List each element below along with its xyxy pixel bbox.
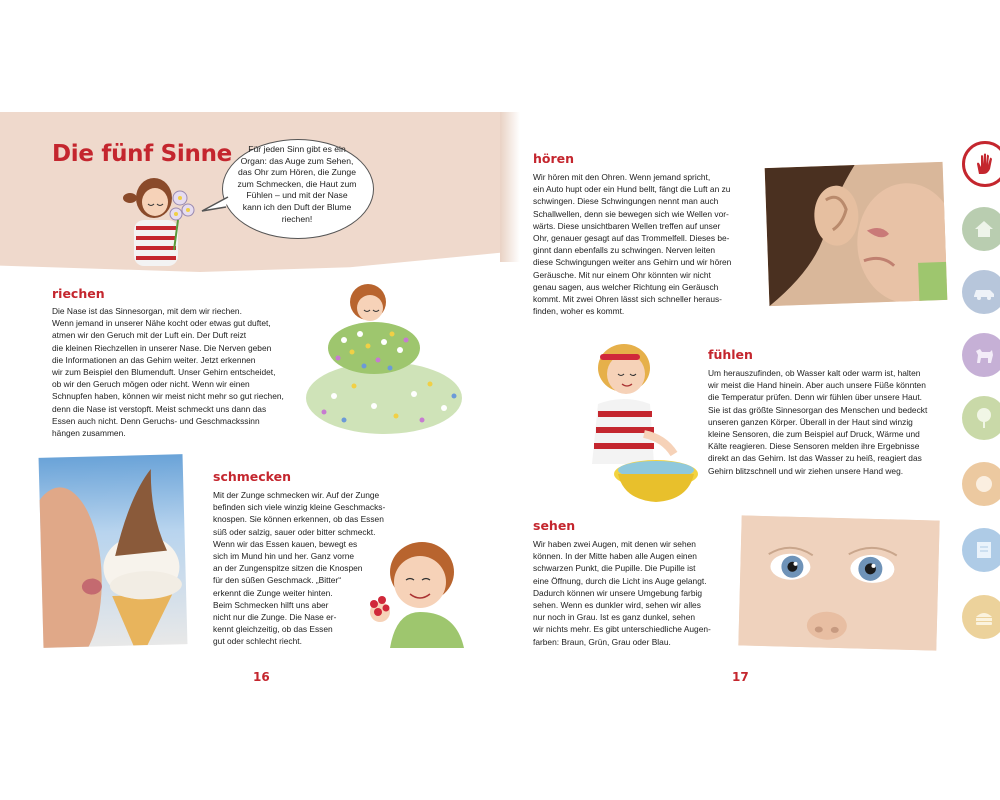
- girl-flowers-illustration: [118, 170, 208, 270]
- girl-water-bowl-illustration: [584, 334, 700, 506]
- text-schmecken: Mit der Zunge schmecken wir. Auf der Zunge befinden sich viele winzig kleine Geschmacks- knospen. Sie können erkennen, ob das Essen süß oder salzig, sauer oder bitter schmeckt. Wenn wir das Essen kauen, bewegt es sich im Mund hin und her. Ganz vorne an der Zungenspitze sitzen die Knospen für den süßen Geschmack. „Bitter“ erkennt die Zunge weiter hinten. Beim Schmecken hilft uns aber nicht nur die Zunge. Die Nase er- kennt gleichzeitig, ob das Essen gut oder schlecht riecht.: [213, 490, 386, 647]
- whisper-ear-photo: [765, 162, 948, 306]
- house-icon: [972, 217, 996, 241]
- page-number-16: 16: [253, 670, 270, 684]
- hand-icon: [973, 152, 997, 176]
- tree-icon: [972, 406, 996, 430]
- speech-bubble-tail: [200, 195, 230, 215]
- heading-sehen: sehen: [533, 518, 576, 533]
- page-title: Die fünf Sinne: [52, 141, 232, 167]
- food-icon: [972, 605, 996, 629]
- tab-food[interactable]: [962, 595, 1000, 639]
- tab-fuehlen-hand[interactable]: [962, 141, 1000, 187]
- tab-dog[interactable]: [962, 333, 1000, 377]
- gutter-shadow: [500, 112, 520, 262]
- tab-book[interactable]: [962, 528, 1000, 572]
- speech-bubble-text: Für jeden Sinn gibt es ein Organ: das Auge zum Sehen, das Ohr zum Hören, die Zunge zum Schmecken, die Haut zum Fühlen – und mit der Nase kann ich den Duft der Blume riechen!: [237, 144, 357, 224]
- boy-flower-field-illustration: [304, 276, 464, 438]
- dog-icon: [972, 343, 996, 367]
- boy-raspberries-illustration: [360, 532, 470, 648]
- car-icon: [972, 280, 996, 304]
- ball-icon: [972, 472, 996, 496]
- heading-schmecken: schmecken: [213, 469, 292, 484]
- heading-hoeren: hören: [533, 151, 575, 166]
- tab-house[interactable]: [962, 207, 1000, 251]
- page-number-17: 17: [732, 670, 749, 684]
- text-fuehlen: Um herauszufinden, ob Wasser kalt oder warm ist, halten wir meist die Hand hinein. Aber auch unsere Füße könnten die Temperatur prüfen. Denn wir fühlen über unsere Haut. Sie ist das größte Sinnesorgan des Menschen und bedeckt unseren ganzen Körper. Überall in der Haut sind winzig kleine Sensoren, die zum Beispiel auf Druck, Wärme und Kälte reagieren. Diese Sensoren melden ihre Ergebnisse direkt an das Gehirn. Ist das Wasser zu heiß, reagiert das Gehirn blitzschnell und wir ziehen unsere Hand weg.: [708, 368, 928, 476]
- book-icon: [972, 538, 996, 562]
- text-riechen: Die Nase ist das Sinnesorgan, mit dem wir riechen. Wenn jemand in unserer Nähe kocht oder etwas gut duftet, atmen wir den Geruch mit der Luft ein. Der Duft reizt die kleinen Riechzellen in unserer Nase. Die Nerven geben die Informationen an das Gehirn weiter. Jetzt erkennen wir zum Beispiel den Blumenduft. Unser Gehirn entscheidet, ob wir den Geruch mögen oder nicht. Wenn wir einen Schnupfen haben, können wir meist nicht mehr so gut riechen, denn die Nase ist verstopft. Meist schmeckt uns dann das Essen auch nicht. Denn Geruchs- und Geschmackssinn hängen zusammen.: [52, 306, 284, 439]
- ice-cream-photo: [39, 454, 188, 648]
- tab-car[interactable]: [962, 270, 1000, 314]
- heading-riechen: riechen: [52, 286, 105, 301]
- baby-eyes-photo: [738, 515, 939, 650]
- text-hoeren: Wir hören mit den Ohren. Wenn jemand spricht, ein Auto hupt oder ein Hund bellt, fängt die Luft an zu schwingen. Diese Schwingungen nennt man auch Schallwellen, denn sie bewegen sich wie Wellen vor- wärts. Diese unsichtbaren Wellen treffen auf unser Ohr, genauer gesagt auf das Trommelfell. Dieses be- ginnt dann ebenfalls zu schwingen. Nerven leiten diese Schwingungen weiter ans Gehirn und wir hören Geräusche. Mit nur einem Ohr könnten wir nicht genau sagen, aus welcher Richtung ein Geräusch kommt. Mit zwei Ohren lässt sich schneller heraus- finden, woher es kommt.: [533, 172, 732, 317]
- text-sehen: Wir haben zwei Augen, mit denen wir sehen können. In der Mitte haben alle Augen einen schwarzen Punkt, die Pupille. Die Pupille ist eine Öffnung, durch die Licht ins Auge gelangt. Dadurch können wir unsere Umgebung farbig sehen. Wenn es dunkler wird, sehen wir alles nur noch in Grau. Ist es ganz dunkel, sehen wir nichts mehr. Es gibt unterschiedliche Augen- farben: Braun, Grün, Grau oder Blau.: [533, 539, 711, 647]
- heading-fuehlen: fühlen: [708, 347, 753, 362]
- tab-ball[interactable]: [962, 462, 1000, 506]
- tab-tree[interactable]: [962, 396, 1000, 440]
